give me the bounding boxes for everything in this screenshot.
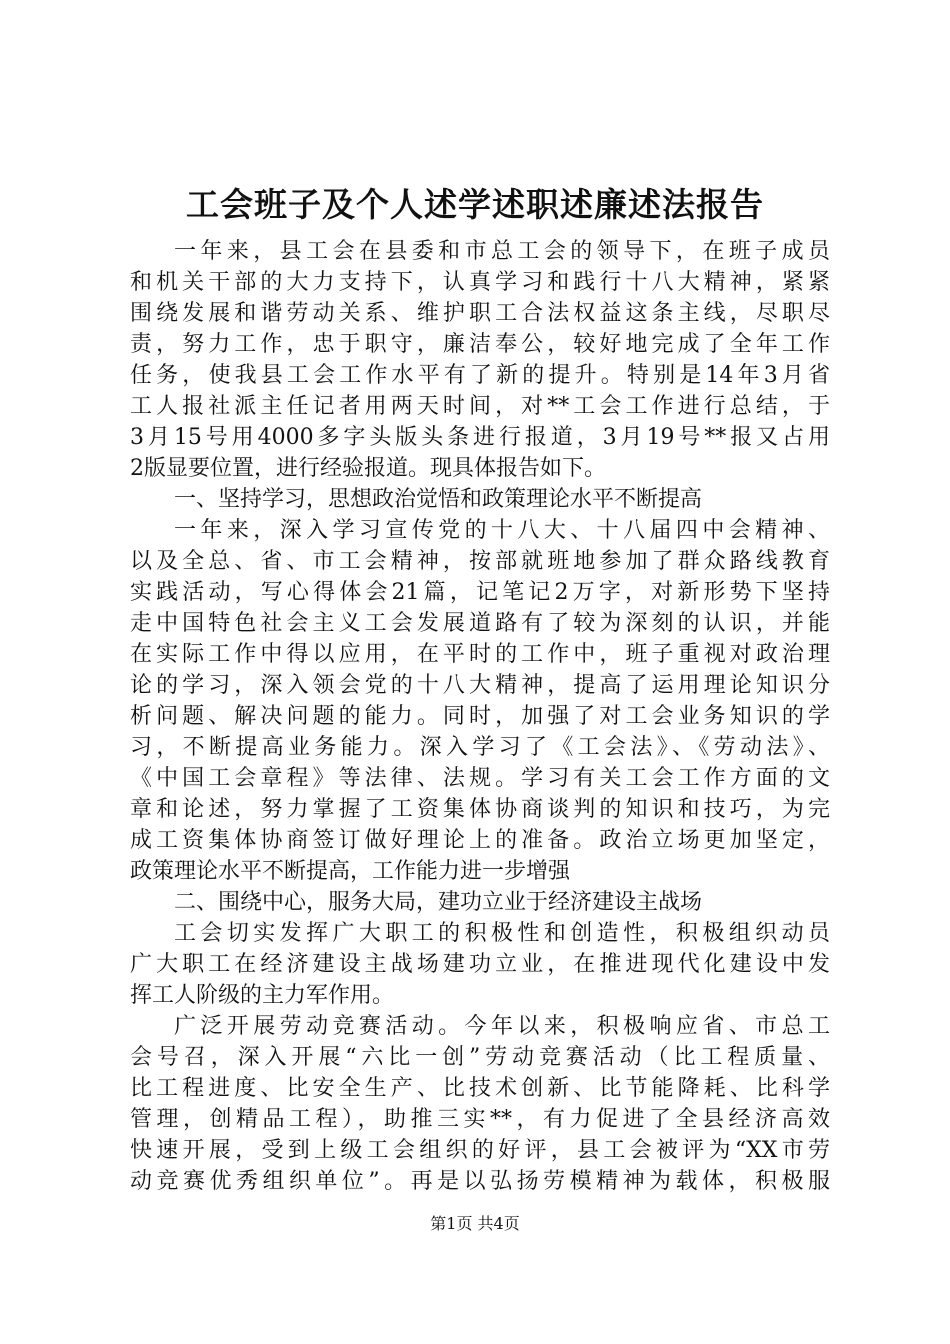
text-line: 和机关干部的大力支持下，认真学习和践行十八大精神，紧紧 [130,270,830,295]
text-line: 在实际工作中得以应用，在平时的工作中，班子重视对政治理 [130,642,830,667]
text-line: 一年来，深入学习宣传党的十八大、十八届四中会精神、 [174,518,830,543]
document-title: 工会班子及个人述学述职述廉述法报告 [186,185,764,224]
text-line: 政策理论水平不断提高，工作能力进一步增强 [130,859,571,884]
text-line: 任务，使我县工会工作水平有了新的提升。特别是14年3月省 [130,363,830,388]
text-line: 管理，创精品工程），助推三实**，有力促进了全县经济高效 [130,1107,830,1132]
section-heading: 二、围绕中心，服务大局，建功立业于经济建设主战场 [174,890,703,915]
text-line: 工会切实发挥广大职工的积极性和创造性，积极组织动员 [174,921,830,946]
text-line: 3月15号用4000多字头版头条进行报道，3月19号**报又占用 [130,425,830,450]
section-heading: 一、坚持学习，思想政治觉悟和政策理论水平不断提高 [174,487,703,512]
text-line: 挥工人阶级的主力军作用。 [130,983,395,1008]
text-line: 2版显要位置，进行经验报道。现具体报告如下。 [130,456,606,481]
text-line: 成工资集体协商签订做好理论上的准备。政治立场更加坚定， [130,828,830,853]
text-line: 章和论述，努力掌握了工资集体协商谈判的知识和技巧，为完 [130,797,830,822]
page-footer: 第1页 共4页 [430,1214,520,1233]
text-line: 走中国特色社会主义工会发展道路有了较为深刻的认识，并能 [130,611,830,636]
text-line: 广大职工在经济建设主战场建功立业，在推进现代化建设中发 [130,952,830,977]
text-line: 责，努力工作，忠于职守，廉洁奉公，较好地完成了全年工作 [130,332,830,357]
text-line: 围绕发展和谐劳动关系、维护职工合法权益这条主线，尽职尽 [130,301,830,326]
text-line: 习，不断提高业务能力。深入学习了《工会法》、《劳动法》、 [130,735,830,760]
document-body [130,236,830,1197]
text-line: 以及全总、省、市工会精神，按部就班地参加了群众路线教育 [130,549,830,574]
text-line: 比工程进度、比安全生产、比技术创新、比节能降耗、比科学 [130,1076,830,1101]
text-line: 论的学习，深入领会党的十八大精神，提高了运用理论知识分 [130,673,830,698]
text-line: 《中国工会章程》等法律、法规。学习有关工会工作方面的文 [130,766,830,791]
text-line: 一年来，县工会在县委和市总工会的领导下，在班子成员 [174,239,830,264]
text-line: 析问题、解决问题的能力。同时，加强了对工会业务知识的学 [130,704,830,729]
text-line: 动竞赛优秀组织单位”。再是以弘扬劳模精神为载体，积极服 [130,1169,830,1194]
text-line: 实践活动，写心得体会21篇，记笔记2万字，对新形势下坚持 [130,580,830,605]
text-line: 快速开展，受到上级工会组织的好评，县工会被评为“XX市劳 [130,1138,830,1163]
text-line: 广泛开展劳动竞赛活动。今年以来，积极响应省、市总工 [174,1014,830,1039]
text-line: 工人报社派主任记者用两天时间，对**工会工作进行总结，于 [130,394,830,419]
text-line: 会号召，深入开展“六比一创”劳动竞赛活动（比工程质量、 [130,1045,830,1070]
